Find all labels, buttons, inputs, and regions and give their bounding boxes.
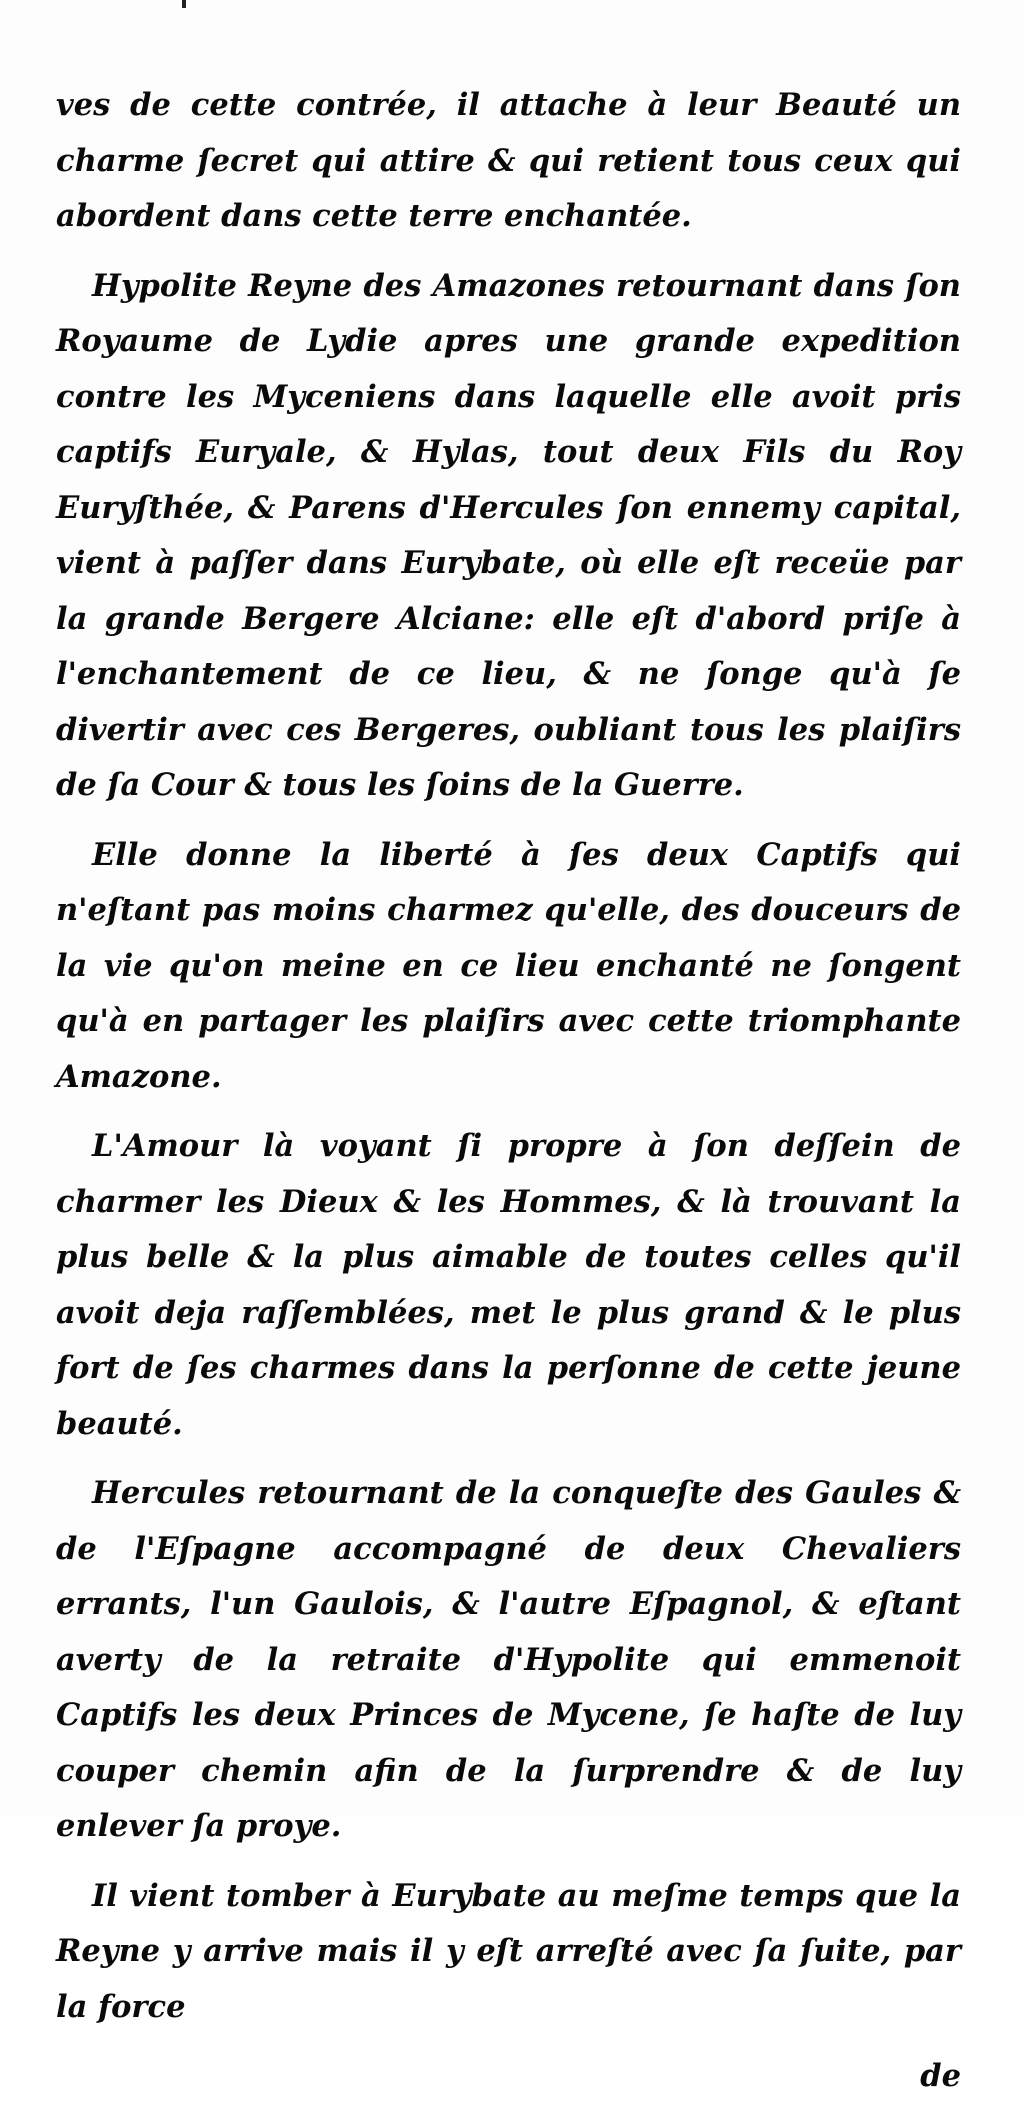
page-text xyxy=(56,78,961,2105)
paragraph-hercules: Hercules retournant de la conqueſte des Gaules & de l'Eſpagne accompagné de deux Chevaliers errants, l'un Gaulois, & l'autre Eſpagnol, & eſtant averty de la retraite d'Hypolite qui emmenoit Captifs les deux Princes de Mycene, ſe haſte de luy couper chemin afin de la ſurprendre & de luy enlever ſa proye. xyxy=(56,1475,961,1844)
paragraph-hypolite: Hypolite Reyne des Amazones retournant dans ſon Royaume de Lydie apres une grande expedition contre les Myceniens dans laquelle elle avoit pris captifs Euryale, & Hylas, tout deux Fils du Roy Euryſthée, & Parens d'Hercules ſon ennemy capital, vient à paſſer dans Eurybate, où elle eſt receüe par la grande Bergere Alciane: elle eſt d'abord priſe à l'enchantement de ce lieu, & ne ſonge qu'à ſe divertir avec ces Bergeres, oubliant tous les plaiſirs de ſa Cour & tous les ſoins de la Guerre. xyxy=(56,267,961,803)
top-edge-mark xyxy=(182,0,186,8)
paragraph-continuation: ves de cette contrée, il attache à leur Beauté un charme ſecret qui attire & qui retient tous ceux qui abordent dans cette terre enchantée. xyxy=(56,87,961,234)
paragraph-amour: L'Amour là voyant ſi propre à ſon deſſein de charmer les Dieux & les Hommes, & là trouvant la plus belle & la plus aimable de toutes celles qu'il avoit deja raſſemblées, met le plus grand & le plus fort de ſes charmes dans la perſonne de cette jeune beauté. xyxy=(56,1128,961,1442)
paragraph-captives: Elle donne la liberté à ſes deux Captifs qui n'eſtant pas moins charmez qu'elle, des douceurs de la vie qu'on meine en ce lieu enchanté ne ſongent qu'à en partager les plaiſirs avec cette triomphante Amazone. xyxy=(56,836,961,1095)
catchword: de xyxy=(920,2058,961,2094)
paragraph-arrival: Il vient tomber à Eurybate au meſme temps que la Reyne y arrive mais il y eſt arreſté avec ſa ſuite, par la force xyxy=(56,1877,961,2025)
